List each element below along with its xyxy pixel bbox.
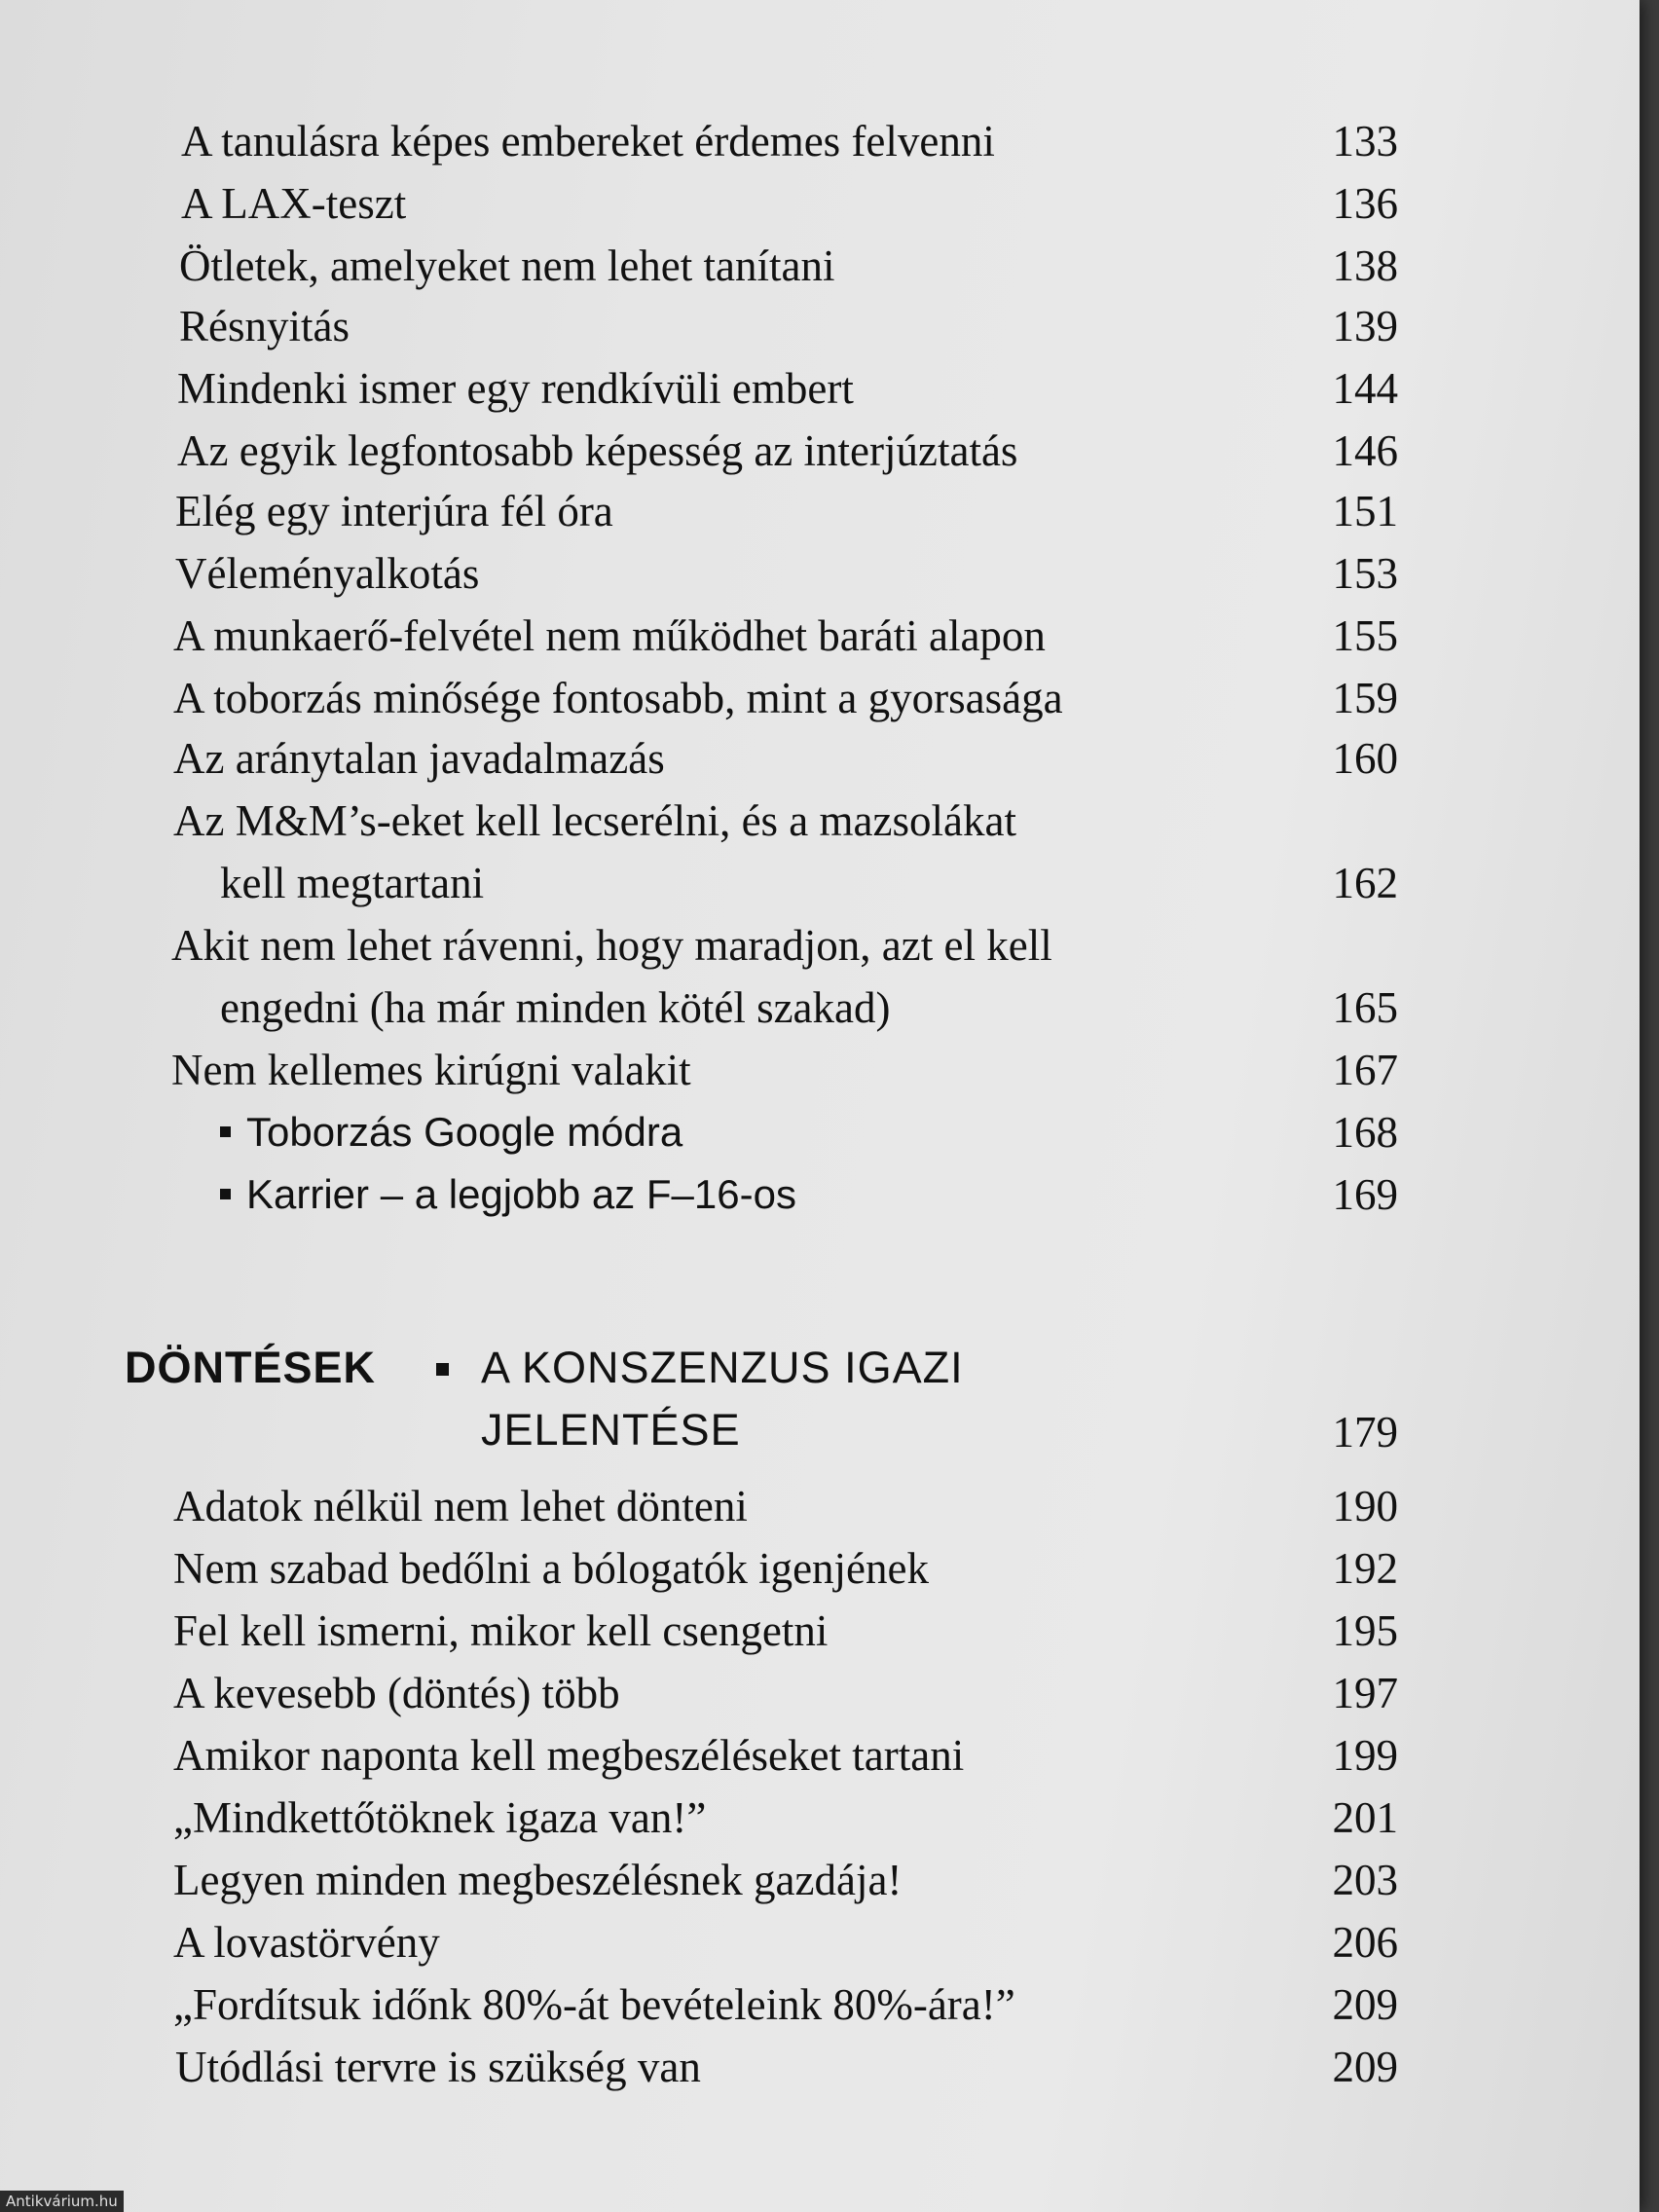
- toc-entry: Mindenki ismer egy rendkívüli embert: [177, 364, 854, 413]
- toc-entry: Az aránytalan javadalmazás: [173, 734, 665, 783]
- toc-entry: „Fordítsuk időnk 80%-át bevételeink 80%-ára!”: [173, 1980, 1015, 2029]
- toc-page-number: 167: [1332, 1046, 1398, 1094]
- toc-subentry-label: Toborzás Google módra: [246, 1109, 683, 1155]
- toc-page-number: 206: [1332, 1918, 1398, 1967]
- toc-entry: Ötletek, amelyeket nem lehet tanítani: [179, 241, 835, 290]
- toc-entry: Nem kellemes kirúgni valakit: [171, 1046, 691, 1094]
- toc-subentry: [220, 1166, 796, 1223]
- toc-entry: Legyen minden megbeszélésnek gazdája!: [173, 1856, 903, 1904]
- toc-page-number: 136: [1332, 179, 1398, 228]
- toc-entry: A munkaerő-felvétel nem működhet baráti alapon: [173, 611, 1046, 660]
- square-bullet-icon: [220, 1189, 231, 1199]
- toc-subentry-label: Karrier – a legjobb az F–16-os: [246, 1171, 796, 1217]
- chapter-subtitle-line1: A KONSZENZUS IGAZI: [481, 1343, 964, 1392]
- toc-page-number: 203: [1332, 1856, 1398, 1904]
- toc-entry: A lovastörvény: [173, 1918, 440, 1967]
- toc-entry: Az egyik legfontosabb képesség az interjúztatás: [177, 426, 1018, 475]
- toc-entry: A LAX-teszt: [181, 179, 407, 228]
- toc-page-number: 139: [1332, 302, 1398, 350]
- toc-page-number: 133: [1332, 117, 1398, 166]
- toc-entry: Adatok nélkül nem lehet dönteni: [173, 1482, 748, 1530]
- toc-page-number: 155: [1332, 611, 1398, 660]
- chapter-page-number: 179: [1332, 1408, 1398, 1456]
- toc-page-number: 165: [1332, 983, 1398, 1032]
- toc-page-number: 169: [1332, 1170, 1398, 1219]
- toc-entry: A kevesebb (döntés) több: [173, 1669, 620, 1717]
- toc-entry: Véleményalkotás: [175, 549, 480, 598]
- toc-page-number: 195: [1332, 1606, 1398, 1655]
- toc-page-number: 159: [1332, 674, 1398, 722]
- toc-entry: Elég egy interjúra fél óra: [175, 487, 613, 535]
- toc-page-number: 199: [1332, 1731, 1398, 1780]
- toc-entry-continuation: engedni (ha már minden kötél szakad): [220, 983, 891, 1032]
- toc-page-number: 151: [1332, 487, 1398, 535]
- toc-entry: Amikor naponta kell megbeszéléseket tartani: [173, 1731, 965, 1780]
- toc-entry: Résnyitás: [179, 302, 350, 350]
- toc-page-number: 192: [1332, 1544, 1398, 1593]
- toc-page-number: 153: [1332, 549, 1398, 598]
- chapter-title: DÖNTÉSEK: [125, 1343, 377, 1392]
- toc-page-number: 162: [1332, 859, 1398, 907]
- chapter-subtitle-line2: JELENTÉSE: [481, 1405, 741, 1455]
- toc-page-number: 201: [1332, 1793, 1398, 1842]
- toc-page-number: 209: [1332, 2043, 1398, 2091]
- toc-page-number: 144: [1332, 364, 1398, 413]
- watermark: Antikvárium.hu: [0, 2191, 124, 2212]
- toc-page-number: 168: [1332, 1108, 1398, 1157]
- toc-entry: A toborzás minősége fontosabb, mint a gyorsasága: [173, 674, 1063, 722]
- toc-entry: Utódlási tervre is szükség van: [175, 2043, 701, 2091]
- toc-entry: Akit nem lehet rávenni, hogy maradjon, azt el kell: [171, 921, 1052, 970]
- toc-page-number: 209: [1332, 1980, 1398, 2029]
- toc-entry: Az M&M’s-eket kell lecserélni, és a mazsolákat: [173, 796, 1016, 845]
- square-bullet-icon: [436, 1363, 449, 1376]
- toc-entry: Nem szabad bedőlni a bólogatók igenjének: [173, 1544, 930, 1593]
- toc-page-number: 197: [1332, 1669, 1398, 1717]
- toc-subentry: [220, 1104, 682, 1161]
- toc-page-number: 160: [1332, 734, 1398, 783]
- toc-page-number: 138: [1332, 241, 1398, 290]
- toc-page-number: 146: [1332, 426, 1398, 475]
- toc-entry: „Mindkettőtöknek igaza van!”: [173, 1793, 707, 1842]
- toc-entry: A tanulásra képes embereket érdemes felvenni: [181, 117, 995, 166]
- toc-entry-continuation: kell megtartani: [220, 859, 485, 907]
- toc-entry: Fel kell ismerni, mikor kell csengetni: [173, 1606, 829, 1655]
- toc-page-number: 190: [1332, 1482, 1398, 1530]
- square-bullet-icon: [220, 1126, 231, 1137]
